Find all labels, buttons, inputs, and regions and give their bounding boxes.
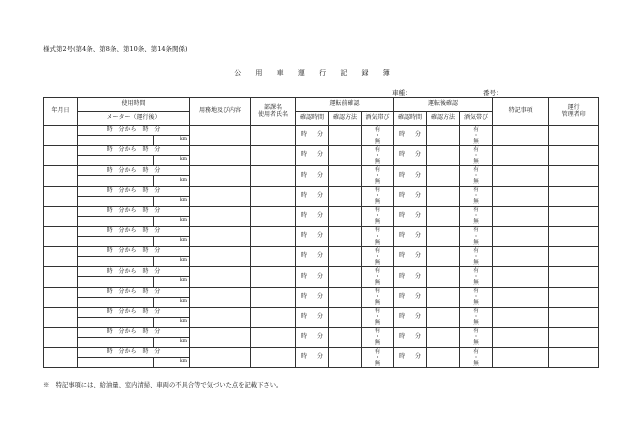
date-cell[interactable]: [44, 327, 78, 347]
separator-dot: ・: [473, 334, 479, 341]
meter-km-cell[interactable]: km: [154, 257, 190, 267]
no-option: 無: [374, 340, 381, 347]
post-check-method-cell[interactable]: [427, 307, 460, 327]
yes-option: 有: [374, 146, 381, 153]
yes-option: 有: [473, 227, 479, 234]
form-reference: 様式第2号(第4条、第8条、第10条、第14条関係): [43, 45, 188, 53]
usage-time-cell[interactable]: 時 分から 時 分: [78, 267, 190, 277]
separator-dot: ・: [374, 354, 381, 361]
yes-option: 有: [473, 146, 479, 153]
header-dept-user: [251, 98, 296, 126]
date-cell[interactable]: [44, 267, 78, 287]
post-check-time-cell[interactable]: 時 分: [394, 348, 427, 368]
pre-alcohol-cell[interactable]: [362, 206, 394, 226]
date-cell[interactable]: [44, 348, 78, 368]
post-check-time-cell[interactable]: 時 分: [394, 307, 427, 327]
document-title: 公 用 車 運 行 記 録 簿: [234, 69, 396, 77]
notes-cell[interactable]: [493, 287, 549, 307]
post-check-method-cell[interactable]: [427, 247, 460, 267]
purpose-cell[interactable]: [190, 247, 251, 267]
pre-check-method-cell[interactable]: [329, 348, 362, 368]
usage-time-cell[interactable]: 時 分から 時 分: [78, 126, 190, 136]
table-row: [44, 267, 599, 277]
post-check-method-cell[interactable]: [427, 226, 460, 246]
no-option: 無: [374, 138, 381, 145]
separator-dot: ・: [374, 213, 381, 220]
pre-check-time-cell[interactable]: 時 分: [296, 327, 329, 347]
meter-blank-cell[interactable]: [78, 297, 154, 307]
post-alcohol-cell[interactable]: [460, 348, 493, 368]
yes-option: 有: [473, 187, 479, 194]
yes-option: 有: [374, 267, 381, 274]
pre-alcohol-cell[interactable]: [362, 166, 394, 186]
separator-dot: ・: [473, 132, 479, 139]
meter-km-cell[interactable]: km: [154, 358, 190, 368]
pre-check-method-cell[interactable]: [329, 166, 362, 186]
manager-seal-cell[interactable]: [549, 247, 599, 267]
header-meter: メーター（運行後）: [78, 112, 190, 126]
no-option: 無: [374, 320, 381, 327]
date-cell[interactable]: [44, 186, 78, 206]
dept-user-cell[interactable]: [251, 126, 296, 146]
pre-alcohol-cell[interactable]: [362, 186, 394, 206]
table-row: [44, 226, 599, 236]
pre-check-method-cell[interactable]: [329, 126, 362, 146]
notes-cell[interactable]: [493, 146, 549, 166]
purpose-cell[interactable]: [190, 126, 251, 146]
manager-seal-cell[interactable]: [549, 327, 599, 347]
no-option: 無: [473, 138, 479, 145]
meter-blank-cell[interactable]: [78, 358, 154, 368]
pre-alcohol-cell[interactable]: [362, 307, 394, 327]
header-post-drive-check: 運転後確認: [394, 98, 493, 112]
post-alcohol-cell[interactable]: [460, 186, 493, 206]
usage-time-cell[interactable]: 時 分から 時 分: [78, 348, 190, 358]
dept-user-cell[interactable]: [251, 226, 296, 246]
separator-dot: ・: [374, 253, 381, 260]
pre-alcohol-cell[interactable]: [362, 126, 394, 146]
purpose-cell[interactable]: [190, 186, 251, 206]
purpose-cell[interactable]: [190, 226, 251, 246]
post-alcohol-cell[interactable]: [460, 327, 493, 347]
separator-dot: ・: [473, 294, 479, 301]
meter-km-cell[interactable]: km: [154, 297, 190, 307]
notes-cell[interactable]: [493, 186, 549, 206]
meter-blank-cell[interactable]: [78, 317, 154, 327]
pre-check-time-cell[interactable]: 時 分: [296, 146, 329, 166]
separator-dot: ・: [473, 354, 479, 361]
notes-cell[interactable]: [493, 126, 549, 146]
post-check-method-cell[interactable]: [427, 186, 460, 206]
header-post-alcohol: 酒気帯び: [460, 112, 493, 126]
pre-check-time-cell[interactable]: 時 分: [296, 348, 329, 368]
pre-check-method-cell[interactable]: [329, 226, 362, 246]
no-option: 無: [473, 360, 479, 367]
notes-cell[interactable]: [493, 247, 549, 267]
post-alcohol-cell[interactable]: [460, 166, 493, 186]
dept-user-cell[interactable]: [251, 166, 296, 186]
pre-check-method-cell[interactable]: [329, 287, 362, 307]
separator-dot: ・: [473, 314, 479, 321]
pre-alcohol-cell[interactable]: [362, 226, 394, 246]
yes-option: 有: [473, 348, 479, 355]
notes-cell[interactable]: [493, 206, 549, 226]
no-option: 無: [473, 158, 479, 165]
no-option: 無: [374, 259, 381, 266]
date-cell[interactable]: [44, 226, 78, 246]
separator-dot: ・: [473, 172, 479, 179]
meter-km-cell[interactable]: km: [154, 176, 190, 186]
no-option: 無: [374, 239, 381, 246]
no-option: 無: [473, 320, 479, 327]
table-row: [44, 126, 599, 136]
no-option: 無: [374, 219, 381, 226]
separator-dot: ・: [374, 334, 381, 341]
purpose-cell[interactable]: [190, 327, 251, 347]
notes-cell[interactable]: [493, 267, 549, 287]
post-check-method-cell[interactable]: [427, 146, 460, 166]
pre-alcohol-cell[interactable]: [362, 247, 394, 267]
log-body: [44, 126, 599, 368]
usage-time-cell[interactable]: 時 分から 時 分: [78, 206, 190, 216]
pre-check-method-cell[interactable]: [329, 146, 362, 166]
yes-option: 有: [473, 126, 479, 133]
yes-option: 有: [473, 288, 479, 295]
yes-option: 有: [473, 247, 479, 254]
purpose-cell[interactable]: [190, 307, 251, 327]
post-check-method-cell[interactable]: [427, 126, 460, 146]
no-option: 無: [374, 178, 381, 185]
yes-option: 有: [374, 207, 381, 214]
usage-time-cell[interactable]: 時 分から 時 分: [78, 287, 190, 297]
separator-dot: ・: [374, 132, 381, 139]
meter-blank-cell[interactable]: [78, 136, 154, 146]
header-usage-time: 使用時間: [78, 98, 190, 112]
separator-dot: ・: [374, 294, 381, 301]
post-check-time-cell[interactable]: 時 分: [394, 206, 427, 226]
dept-user-cell[interactable]: [251, 146, 296, 166]
no-option: 無: [374, 158, 381, 165]
pre-check-method-cell[interactable]: [329, 267, 362, 287]
meter-blank-cell[interactable]: [78, 176, 154, 186]
header-pre-check-method: 確認方法: [329, 112, 362, 126]
no-option: 無: [473, 239, 479, 246]
purpose-cell[interactable]: [190, 348, 251, 368]
date-cell[interactable]: [44, 126, 78, 146]
post-alcohol-cell[interactable]: [460, 247, 493, 267]
post-check-time-cell[interactable]: 時 分: [394, 267, 427, 287]
usage-time-cell[interactable]: 時 分から 時 分: [78, 186, 190, 196]
yes-option: 有: [473, 308, 479, 315]
yes-option: 有: [374, 348, 381, 355]
pre-check-time-cell[interactable]: 時 分: [296, 186, 329, 206]
pre-check-method-cell[interactable]: [329, 206, 362, 226]
dept-user-cell[interactable]: [251, 327, 296, 347]
pre-alcohol-cell[interactable]: [362, 327, 394, 347]
post-check-method-cell[interactable]: [427, 327, 460, 347]
header-manager-line1: 運行: [567, 103, 580, 111]
separator-dot: ・: [473, 193, 479, 200]
table-row: [44, 307, 599, 317]
dept-user-cell[interactable]: [251, 186, 296, 206]
pre-check-method-cell[interactable]: [329, 186, 362, 206]
header-purpose: 用務地及び内容: [190, 98, 251, 126]
usage-time-cell[interactable]: 時 分から 時 分: [78, 166, 190, 176]
no-option: 無: [473, 178, 479, 185]
date-cell[interactable]: [44, 247, 78, 267]
usage-time-cell[interactable]: 時 分から 時 分: [78, 226, 190, 236]
table-row: [44, 287, 599, 297]
manager-seal-cell[interactable]: [549, 146, 599, 166]
date-cell[interactable]: [44, 307, 78, 327]
header-post-check-method: 確認方法: [427, 112, 460, 126]
usage-time-cell[interactable]: 時 分から 時 分: [78, 327, 190, 337]
meter-km-cell[interactable]: km: [154, 277, 190, 287]
purpose-cell[interactable]: [190, 166, 251, 186]
meter-km-cell[interactable]: km: [154, 196, 190, 206]
footnote: ※ 特記事項には、給油量、室内清掃、車両の不具合等で気づいた点を記載下さい。: [43, 382, 283, 389]
pre-alcohol-cell[interactable]: [362, 146, 394, 166]
meter-blank-cell[interactable]: [78, 337, 154, 347]
meter-km-cell[interactable]: km: [154, 337, 190, 347]
table-row: [44, 166, 599, 176]
pre-check-time-cell[interactable]: 時 分: [296, 126, 329, 146]
pre-check-method-cell[interactable]: [329, 327, 362, 347]
purpose-cell[interactable]: [190, 267, 251, 287]
manager-seal-cell[interactable]: [549, 186, 599, 206]
header-pre-drive-check: 運転前確認: [296, 98, 394, 112]
meter-blank-cell[interactable]: [78, 196, 154, 206]
notes-cell[interactable]: [493, 166, 549, 186]
yes-option: 有: [473, 267, 479, 274]
post-check-time-cell[interactable]: 時 分: [394, 287, 427, 307]
separator-dot: ・: [374, 152, 381, 159]
yes-option: 有: [374, 247, 381, 254]
separator-dot: ・: [374, 193, 381, 200]
meter-blank-cell[interactable]: [78, 257, 154, 267]
post-check-time-cell[interactable]: 時 分: [394, 327, 427, 347]
separator-dot: ・: [473, 152, 479, 159]
dept-user-cell[interactable]: [251, 267, 296, 287]
yes-option: 有: [374, 308, 381, 315]
separator-dot: ・: [473, 213, 479, 220]
header-pre-alcohol: 酒気帯び: [362, 112, 394, 126]
dept-user-cell[interactable]: [251, 247, 296, 267]
pre-check-time-cell[interactable]: 時 分: [296, 267, 329, 287]
separator-dot: ・: [473, 273, 479, 280]
table-row: [44, 247, 599, 257]
yes-option: 有: [374, 166, 381, 173]
manager-seal-cell[interactable]: [549, 226, 599, 246]
pre-check-time-cell[interactable]: 時 分: [296, 247, 329, 267]
pre-check-time-cell[interactable]: 時 分: [296, 166, 329, 186]
yes-option: 有: [374, 288, 381, 295]
no-option: 無: [473, 340, 479, 347]
date-cell[interactable]: [44, 166, 78, 186]
post-check-method-cell[interactable]: [427, 287, 460, 307]
table-row: [44, 186, 599, 196]
date-cell[interactable]: [44, 146, 78, 166]
meter-km-cell[interactable]: km: [154, 237, 190, 247]
table-row: [44, 146, 599, 156]
separator-dot: ・: [374, 273, 381, 280]
meter-blank-cell[interactable]: [78, 277, 154, 287]
no-option: 無: [473, 219, 479, 226]
post-alcohol-cell[interactable]: [460, 307, 493, 327]
dept-user-cell[interactable]: [251, 307, 296, 327]
manager-seal-cell[interactable]: [549, 126, 599, 146]
no-option: 無: [473, 300, 479, 307]
post-check-method-cell[interactable]: [427, 267, 460, 287]
pre-alcohol-cell[interactable]: [362, 267, 394, 287]
meter-km-cell[interactable]: km: [154, 136, 190, 146]
separator-dot: ・: [473, 233, 479, 240]
pre-check-method-cell[interactable]: [329, 247, 362, 267]
notes-cell[interactable]: [493, 307, 549, 327]
post-alcohol-cell[interactable]: [460, 146, 493, 166]
no-option: 無: [473, 279, 479, 286]
no-option: 無: [374, 360, 381, 367]
meter-km-cell[interactable]: km: [154, 216, 190, 226]
pre-check-method-cell[interactable]: [329, 307, 362, 327]
header-user-name: 使用者氏名: [258, 110, 289, 118]
post-alcohol-cell[interactable]: [460, 226, 493, 246]
separator-dot: ・: [374, 233, 381, 240]
vehicle-number-label: 番号：: [483, 89, 503, 97]
meter-blank-cell[interactable]: [78, 156, 154, 166]
operation-log-table: [43, 97, 599, 368]
purpose-cell[interactable]: [190, 206, 251, 226]
post-alcohol-cell[interactable]: [460, 206, 493, 226]
post-check-time-cell[interactable]: 時 分: [394, 186, 427, 206]
no-option: 無: [374, 300, 381, 307]
usage-time-cell[interactable]: 時 分から 時 分: [78, 146, 190, 156]
header-manager-seal: [549, 98, 599, 126]
yes-option: 有: [473, 166, 479, 173]
manager-seal-cell[interactable]: [549, 307, 599, 327]
yes-option: 有: [374, 227, 381, 234]
pre-alcohol-cell[interactable]: [362, 348, 394, 368]
dept-user-cell[interactable]: [251, 206, 296, 226]
manager-seal-cell[interactable]: [549, 287, 599, 307]
no-option: 無: [374, 199, 381, 206]
purpose-cell[interactable]: [190, 287, 251, 307]
header-date: 年月日: [44, 98, 78, 126]
post-check-time-cell[interactable]: 時 分: [394, 146, 427, 166]
yes-option: 有: [473, 328, 479, 335]
pre-alcohol-cell[interactable]: [362, 287, 394, 307]
header-dept: 部課名: [264, 103, 283, 111]
separator-dot: ・: [374, 314, 381, 321]
separator-dot: ・: [374, 172, 381, 179]
vehicle-type-label: 車種：: [392, 89, 412, 97]
meter-km-cell[interactable]: km: [154, 156, 190, 166]
post-alcohol-cell[interactable]: [460, 287, 493, 307]
yes-option: 有: [374, 187, 381, 194]
post-alcohol-cell[interactable]: [460, 267, 493, 287]
pre-check-time-cell[interactable]: 時 分: [296, 287, 329, 307]
purpose-cell[interactable]: [190, 146, 251, 166]
notes-cell[interactable]: [493, 348, 549, 368]
meter-km-cell[interactable]: km: [154, 317, 190, 327]
header-pre-check-time: 確認時間: [296, 112, 329, 126]
post-alcohol-cell[interactable]: [460, 126, 493, 146]
meter-blank-cell[interactable]: [78, 237, 154, 247]
separator-dot: ・: [473, 253, 479, 260]
pre-check-time-cell[interactable]: 時 分: [296, 206, 329, 226]
post-check-time-cell[interactable]: 時 分: [394, 226, 427, 246]
post-check-time-cell[interactable]: 時 分: [394, 166, 427, 186]
header-post-check-time: 確認時間: [394, 112, 427, 126]
pre-check-time-cell[interactable]: 時 分: [296, 226, 329, 246]
usage-time-cell[interactable]: 時 分から 時 分: [78, 307, 190, 317]
no-option: 無: [374, 279, 381, 286]
notes-cell[interactable]: [493, 327, 549, 347]
dept-user-cell[interactable]: [251, 348, 296, 368]
date-cell[interactable]: [44, 287, 78, 307]
manager-seal-cell[interactable]: [549, 166, 599, 186]
header-manager-line2: 管理者印: [561, 110, 586, 118]
post-check-time-cell[interactable]: 時 分: [394, 247, 427, 267]
post-check-method-cell[interactable]: [427, 206, 460, 226]
notes-cell[interactable]: [493, 226, 549, 246]
yes-option: 有: [374, 328, 381, 335]
yes-option: 有: [374, 126, 381, 133]
header-notes: 特記事項: [493, 98, 549, 126]
table-row: [44, 348, 599, 358]
dept-user-cell[interactable]: [251, 287, 296, 307]
manager-seal-cell[interactable]: [549, 206, 599, 226]
no-option: 無: [473, 259, 479, 266]
table-row: [44, 327, 599, 337]
no-option: 無: [473, 199, 479, 206]
manager-seal-cell[interactable]: [549, 348, 599, 368]
manager-seal-cell[interactable]: [549, 267, 599, 287]
table-row: [44, 206, 599, 216]
meter-blank-cell[interactable]: [78, 216, 154, 226]
post-check-method-cell[interactable]: [427, 348, 460, 368]
pre-check-time-cell[interactable]: 時 分: [296, 307, 329, 327]
date-cell[interactable]: [44, 206, 78, 226]
post-check-time-cell[interactable]: 時 分: [394, 126, 427, 146]
yes-option: 有: [473, 207, 479, 214]
usage-time-cell[interactable]: 時 分から 時 分: [78, 247, 190, 257]
post-check-method-cell[interactable]: [427, 166, 460, 186]
